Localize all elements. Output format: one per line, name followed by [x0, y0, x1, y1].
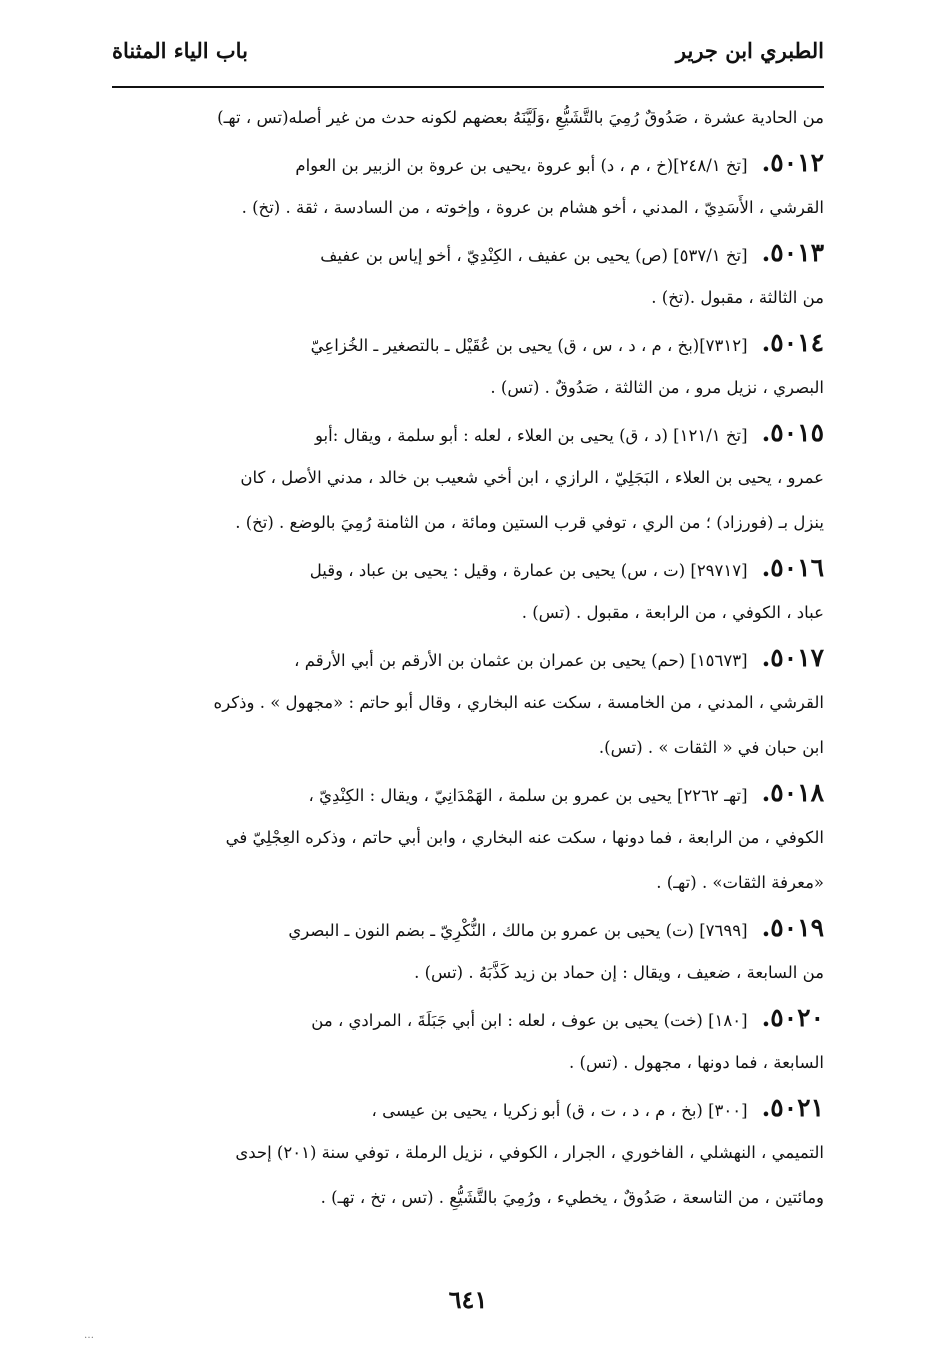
entry-number: ٥٠١٧.	[761, 643, 824, 672]
entry-first-line	[112, 770, 824, 815]
entry-text: السابعة ، فما دونها ، مجهول . (تس) .	[569, 1053, 824, 1072]
entry-text: ومائتين ، من التاسعة ، صَدُوقٌ ، يخطيء ، ورُمِيَ بالتَّشَيُّعِ . (تس ، تخ ، تهـ) .	[320, 1188, 824, 1207]
entry-first-line	[112, 1085, 824, 1130]
entry-number: ٥٠٢٠.	[761, 1003, 824, 1032]
entry-number: ٥٠١٣.	[761, 238, 824, 267]
page-number: ٦٤١	[448, 1285, 488, 1314]
running-header	[112, 30, 824, 86]
entry-text: الكوفي ، من الرابعة ، فما دونها ، سكت عنه البخاري ، وابن أبي حاتم ، وذكره العِجْلِيّ في	[225, 828, 824, 847]
page-body	[112, 95, 824, 1220]
entry-first-line	[112, 905, 824, 950]
entry-first-line	[112, 635, 824, 680]
entry-line	[112, 725, 824, 770]
entry-first-line	[112, 320, 824, 365]
entry-first-line	[112, 140, 824, 185]
entry-text: القرشي ، الأَسَدِيّ ، المدني ، أخو هشام بن عروة ، وإخوته ، من السادسة ، ثقة . (تخ) .	[241, 198, 824, 217]
entry-text: البصري ، نزيل مرو ، من الثالثة ، صَدُوقٌ . (تس) .	[490, 378, 824, 397]
entry-text: «معرفة الثقات» . (تهـ) .	[656, 873, 824, 892]
entry-text: [٧٦٩٩] (ت) يحيى بن عمرو بن مالك ، النُّكْرِيّ ـ بضم النون ـ البصري	[288, 921, 748, 940]
entry-text: ينزل بـ (فورزاد) ؛ من الري ، توفي قرب الستين ومائة ، من الثامنة رُمِيَ بالوضع . (تخ) .	[235, 513, 824, 532]
entry-text: [تخ ٢٤٨/١](خ ، م ، د) أبو عروة ،يحيى بن عروة بن الزبير بن العوام	[295, 156, 748, 175]
entry-line	[112, 1130, 824, 1175]
entry-number: ٥٠١٨.	[761, 778, 824, 807]
entry-text: التميمي ، النهشلي ، الفاخوري ، الجرار ، الكوفي ، نزيل الرملة ، توفي سنة (٢٠١) إحدى	[235, 1143, 824, 1162]
entry-line	[112, 860, 824, 905]
entry-first-line	[112, 230, 824, 275]
entry-text: [تخ ٥٣٧/١] (ص) يحيى بن عفيف ، الكِنْدِيّ ، أخو إياس بن عفيف	[320, 246, 748, 265]
entry-number: ٥٠١٦.	[761, 553, 824, 582]
entry-first-line	[112, 995, 824, 1040]
entry-text: [٧٣١٢](بخ ، م ، د ، س ، ق) يحيى بن عُقَيْل ـ بالتصغير ـ الخُزاعِيّ	[310, 336, 748, 355]
page-mark: …	[84, 1330, 94, 1341]
entry-line	[112, 500, 824, 545]
entry-number: ٥٠١٤.	[761, 328, 824, 357]
entry-line	[112, 680, 824, 725]
entry-text: عمرو ، يحيى بن العلاء ، البَجَلِيّ ، الرازي ، ابن أخي شعيب بن خالد ، مدني الأصل ، كان	[240, 468, 824, 487]
entry-text: [٣٠٠] (بخ ، م ، د ، ت ، ق) أبو زكريا ، يحيى بن عيسى ،	[371, 1101, 748, 1120]
entry-text: القرشي ، المدني ، من الخامسة ، سكت عنه البخاري ، وقال أبو حاتم : «مجهول » . وذكره	[213, 693, 824, 712]
entry-first-line	[112, 545, 824, 590]
entry-text: من الحادية عشرة ، صَدُوقٌ رُمِيَ بالتَّشَيُّعِ ،وَلَيَّنَهُ بعضهم لكونه حدث من غير أصله(تس ، تهـ)	[217, 108, 824, 127]
entry-line	[112, 95, 824, 140]
entry-number: ٥٠١٥.	[761, 418, 824, 447]
entry-text: [٢٩٧١٧] (ت ، س) يحيى بن عمارة ، وقيل : يحيى بن عباد ، وقيل	[309, 561, 748, 580]
header-divider	[112, 86, 824, 88]
header-author-title: الطبري ابن جرير	[675, 38, 824, 63]
entry-first-line	[112, 410, 824, 455]
entry-line	[112, 365, 824, 410]
entry-line	[112, 950, 824, 995]
entry-line	[112, 590, 824, 635]
entry-text: [١٥٦٧٣] (حم) يحيى بن عمران بن عثمان بن الأرقم بن أبي الأرقم ،	[294, 651, 748, 670]
entry-line	[112, 455, 824, 500]
entry-line	[112, 275, 824, 320]
entry-line	[112, 815, 824, 860]
entry-text: عباد ، الكوفي ، من الرابعة ، مقبول . (تس) .	[521, 603, 824, 622]
entry-text: ابن حبان في « الثقات » . (تس).	[598, 738, 824, 757]
entry-line	[112, 185, 824, 230]
entry-text: [تهـ ٢٢٦٢] يحيى بن عمرو بن سلمة ، الهَمْدَانِيّ ، ويقال : الكِنْدِيّ ،	[308, 786, 748, 805]
entry-number: ٥٠١٢.	[761, 148, 824, 177]
entry-line	[112, 1040, 824, 1085]
entry-number: ٥٠٢١.	[761, 1093, 824, 1122]
entry-line	[112, 1175, 824, 1220]
entry-text: [تخ ١٢١/١] (د ، ق) يحيى بن العلاء ، لعله : أبو سلمة ، ويقال :أبو	[315, 426, 748, 445]
entry-text: من السابعة ، ضعيف ، ويقال : إن حماد بن زيد كَذَّبَهُ . (تس) .	[414, 963, 824, 982]
header-chapter-title: باب الياء المثناة	[112, 38, 248, 63]
entry-text: من الثالثة ، مقبول .(تخ) .	[651, 288, 824, 307]
entry-text: [١٨٠] (خت) يحيى بن عوف ، لعله : ابن أبي جَبَلَةَ ، المرادي ، من	[311, 1011, 748, 1030]
entry-number: ٥٠١٩.	[761, 913, 824, 942]
